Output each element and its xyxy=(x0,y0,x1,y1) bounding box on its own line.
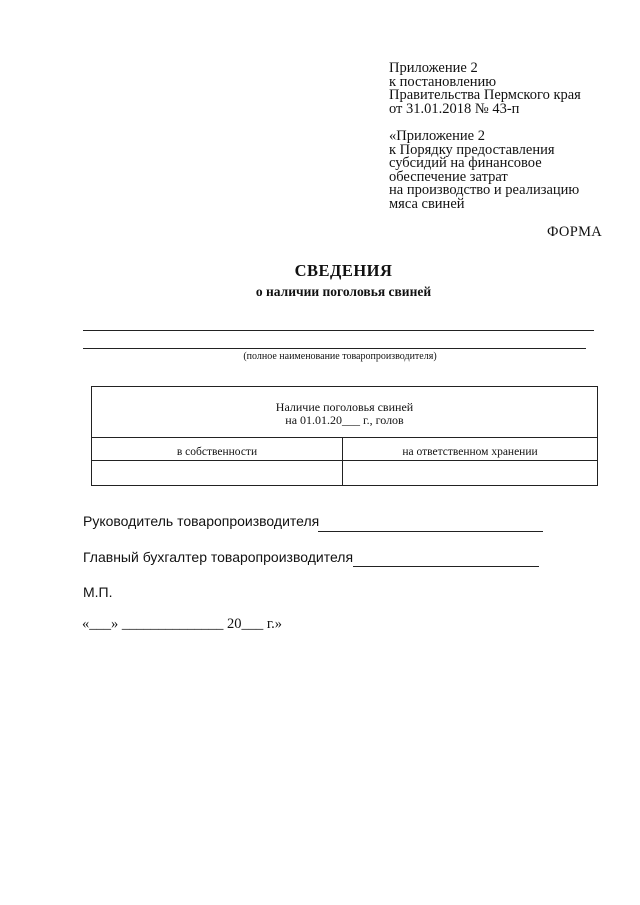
appendix-line: Приложение 2 xyxy=(389,60,478,76)
head-signature-line[interactable] xyxy=(318,531,543,532)
date-line[interactable]: «___» ______________ 20___ г.» xyxy=(82,616,283,632)
appendix-inner-line: мяса свиней xyxy=(389,195,465,212)
producer-caption: (полное наименование товаропроизводителя) xyxy=(243,351,437,362)
appendix-line: к постановлению xyxy=(389,73,497,90)
appendix-inner-line: на производство и реализацию xyxy=(389,182,580,198)
appendix-inner-line: «Приложение 2 xyxy=(389,128,485,144)
stamp-label: М.П. xyxy=(83,584,113,600)
table-header-line: Наличие поголовья свиней xyxy=(275,400,414,414)
producer-name-line-2[interactable] xyxy=(83,348,586,349)
appendix-line: от 31.01.2018 № 43-п xyxy=(389,100,520,117)
head-signature-label: Руководитель товаропроизводителя xyxy=(83,513,320,529)
document-title: СВЕДЕНИЯ xyxy=(294,261,393,280)
table-header xyxy=(92,387,597,438)
appendix-block xyxy=(389,62,581,211)
livestock-table xyxy=(91,386,598,486)
column-header-custody: на ответственном хранении xyxy=(402,446,538,458)
appendix-inner-line: к Порядку предоставления xyxy=(389,141,555,158)
custody-value-cell[interactable] xyxy=(343,461,597,485)
producer-name-line-1[interactable] xyxy=(83,330,594,331)
appendix-line: Правительства Пермского края xyxy=(389,87,581,103)
appendix-inner-line: обеспечение затрат xyxy=(389,168,508,185)
document-subtitle: о наличии поголовья свиней xyxy=(255,284,432,299)
appendix-inner-line: субсидий на финансовое xyxy=(389,155,542,171)
column-header-owned: в собственности xyxy=(176,446,258,458)
form-label: ФОРМА xyxy=(547,224,603,240)
accountant-signature-label: Главный бухгалтер товаропроизводителя xyxy=(83,549,354,565)
accountant-signature-line[interactable] xyxy=(353,566,539,567)
table-header-line: на 01.01.20___ г., голов xyxy=(285,413,404,427)
owned-value-cell[interactable] xyxy=(92,461,342,485)
